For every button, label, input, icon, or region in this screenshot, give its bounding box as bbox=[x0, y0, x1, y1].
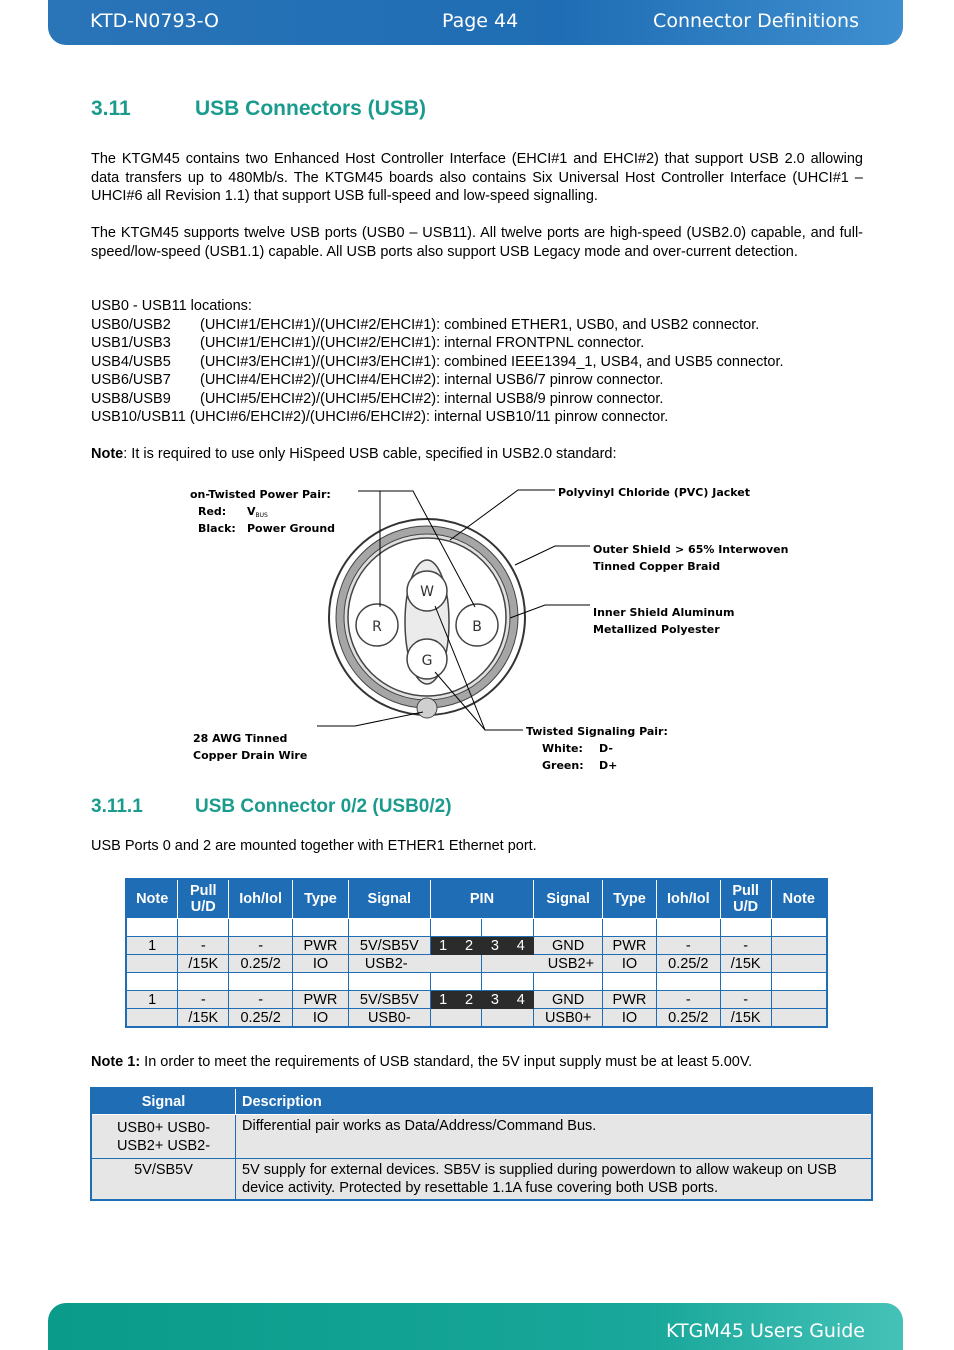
subsection-paragraph: USB Ports 0 and 2 are mounted together with ETHER1 Ethernet port. bbox=[91, 838, 537, 854]
intro-paragraph: The KTGM45 contains two Enhanced Host Controller Interface (EHCI#1 and EHCI#2) that support USB 2.0 allowing data transfers up to 480Mb/s. The KTGM45 boards also contains Six Universal Host Controller Interface (UHCI#1 – UHCI#6 all Revision 1.1) that support USB full-speed and low-speed signalling. bbox=[91, 151, 863, 204]
cell-type: PWR bbox=[293, 937, 349, 955]
cell-ioh: - bbox=[656, 937, 720, 955]
table-row-spacer bbox=[126, 919, 827, 937]
cell-signal: GND bbox=[534, 937, 603, 955]
cell-type: IO bbox=[603, 1009, 657, 1028]
cell-pull: /15K bbox=[720, 1009, 771, 1028]
cable-note bbox=[91, 445, 617, 464]
note1-text: In order to meet the requirements of USB standard, the 5V input supply must be at least 5.00V. bbox=[140, 1054, 753, 1070]
cell-type: PWR bbox=[603, 991, 657, 1009]
location-desc: (UHCI#1/EHCI#1)/(UHCI#2/EHCI#1): combined ETHER1, USB0, and USB2 connector. bbox=[200, 317, 760, 333]
subsection-heading bbox=[91, 796, 452, 818]
location-line bbox=[91, 334, 644, 353]
drain-label-2: Copper Drain Wire bbox=[193, 749, 308, 762]
table-row bbox=[126, 955, 827, 973]
cell-type: IO bbox=[603, 955, 657, 973]
green-value: D+ bbox=[599, 759, 618, 772]
table-row bbox=[126, 937, 827, 955]
note-text: : It is required to use only HiSpeed USB cable, specified in USB2.0 standard: bbox=[123, 446, 617, 462]
black-label: Black: bbox=[198, 522, 236, 535]
location-ports: USB1/USB3 bbox=[91, 335, 171, 351]
cell-type: IO bbox=[293, 1009, 349, 1028]
cell-pull: - bbox=[178, 937, 229, 955]
usb-cable-cross-section-diagram bbox=[185, 480, 795, 775]
wire-label-w: W bbox=[420, 584, 434, 600]
cell-note bbox=[771, 991, 827, 1009]
col-ioh: Ioh/Iol bbox=[656, 879, 720, 919]
pin-2: 2 bbox=[456, 991, 482, 1009]
col-pull: Pull U/D bbox=[720, 879, 771, 919]
location-ports: USB8/USB9 bbox=[91, 391, 171, 407]
black-value: Power Ground bbox=[247, 522, 336, 535]
white-value: D- bbox=[599, 742, 613, 755]
col-type: Type bbox=[603, 879, 657, 919]
cell-ioh: - bbox=[229, 937, 293, 955]
pin-table bbox=[125, 878, 828, 1028]
cell-signal: USB2+ bbox=[482, 955, 603, 973]
cell-pull: /15K bbox=[178, 1009, 229, 1028]
leader-outer-shield bbox=[515, 546, 590, 565]
note-label: Note bbox=[91, 446, 124, 462]
cell-ioh: 0.25/2 bbox=[656, 955, 720, 973]
location-ports: USB6/USB7 bbox=[91, 372, 171, 388]
cell-pull: /15K bbox=[178, 955, 229, 973]
cell-pull: - bbox=[178, 991, 229, 1009]
table-row-spacer bbox=[126, 973, 827, 991]
green-label: Green: bbox=[542, 759, 584, 772]
section-title: USB Connectors (USB) bbox=[195, 97, 427, 120]
desc-table-header bbox=[91, 1088, 872, 1115]
location-line bbox=[91, 353, 784, 372]
location-ports: USB10/USB11 bbox=[91, 409, 186, 425]
subsection-number: 3.11.1 bbox=[91, 796, 143, 817]
note1-label: Note 1: bbox=[91, 1054, 141, 1070]
location-desc: (UHCI#6/EHCI#2)/(UHCI#6/EHCI#2): internal USB10/11 pinrow connector. bbox=[189, 409, 669, 425]
table-row bbox=[126, 991, 827, 1009]
wire-label-b: B bbox=[472, 619, 482, 635]
cable-cross-section bbox=[329, 519, 525, 718]
cell-pull: /15K bbox=[720, 955, 771, 973]
cell-note bbox=[771, 937, 827, 955]
col-ioh: Ioh/Iol bbox=[229, 879, 293, 919]
cell-note: 1 bbox=[126, 937, 178, 955]
table-row bbox=[91, 1159, 872, 1201]
cell-note bbox=[771, 955, 827, 973]
table-row bbox=[91, 1115, 872, 1159]
location-desc: (UHCI#3/EHCI#1)/(UHCI#3/EHCI#1): combined IEEE1394_1, USB4, and USB5 connector. bbox=[200, 354, 784, 370]
section-name: Connector Definitions bbox=[653, 10, 859, 32]
inner-shield-label: Inner Shield Aluminum bbox=[593, 606, 735, 619]
cell-pull: - bbox=[720, 991, 771, 1009]
col-pull: Pull U/D bbox=[178, 879, 229, 919]
doc-id: KTD-N0793-O bbox=[90, 10, 219, 32]
white-label: White: bbox=[542, 742, 583, 755]
power-pair-title: on-Twisted Power Pair: bbox=[190, 488, 331, 501]
section-number: 3.11 bbox=[91, 97, 131, 120]
pin-1: 1 bbox=[430, 937, 456, 955]
supply-note bbox=[91, 1053, 752, 1072]
location-line bbox=[91, 390, 663, 409]
pin-table-header bbox=[126, 879, 827, 919]
cell-signal: GND bbox=[534, 991, 603, 1009]
pin-1: 1 bbox=[430, 991, 456, 1009]
cell-signal: 5V/SB5V bbox=[348, 991, 430, 1009]
col-note: Note bbox=[771, 879, 827, 919]
wire-label-g: G bbox=[421, 653, 433, 669]
page-footer bbox=[48, 1303, 903, 1350]
cell-note: 1 bbox=[126, 991, 178, 1009]
drain-wire bbox=[417, 698, 437, 718]
col-pin: PIN bbox=[430, 879, 534, 919]
page-header bbox=[48, 0, 903, 45]
pin-4: 4 bbox=[508, 991, 534, 1009]
location-line bbox=[91, 371, 663, 390]
outer-shield-label: Outer Shield > 65% Interwoven bbox=[593, 543, 789, 556]
signal-pair-title: Twisted Signaling Pair: bbox=[526, 725, 668, 738]
wire-label-r: R bbox=[372, 619, 382, 635]
col-signal: Signal bbox=[91, 1088, 236, 1115]
location-desc: (UHCI#5/EHCI#2)/(UHCI#5/EHCI#2): internal USB8/9 pinrow connector. bbox=[200, 391, 664, 407]
col-description: Description bbox=[236, 1088, 873, 1115]
inner-shield-label-2: Metallized Polyester bbox=[593, 623, 720, 636]
col-signal: Signal bbox=[348, 879, 430, 919]
leader-drain bbox=[317, 712, 423, 726]
cell-pull: - bbox=[720, 937, 771, 955]
cell-type: PWR bbox=[603, 937, 657, 955]
location-ports: USB0/USB2 bbox=[91, 317, 171, 333]
col-type: Type bbox=[293, 879, 349, 919]
cell-note bbox=[126, 1009, 178, 1028]
pin-2: 2 bbox=[456, 937, 482, 955]
col-signal: Signal bbox=[534, 879, 603, 919]
cell-note bbox=[771, 1009, 827, 1028]
location-desc: (UHCI#1/EHCI#1)/(UHCI#2/EHCI#1): internal FRONTPNL connector. bbox=[200, 335, 645, 351]
pin-4: 4 bbox=[508, 937, 534, 955]
cell-signal: USB2- bbox=[348, 955, 482, 973]
location-ports: USB4/USB5 bbox=[91, 354, 171, 370]
jacket-label: Polyvinyl Chloride (PVC) Jacket bbox=[558, 486, 751, 499]
cell-ioh: - bbox=[656, 991, 720, 1009]
cell-ioh: 0.25/2 bbox=[229, 1009, 293, 1028]
col-note: Note bbox=[126, 879, 178, 919]
section-heading bbox=[91, 97, 426, 121]
cell-signal: 5V/SB5V bbox=[348, 937, 430, 955]
subsection-title: USB Connector 0/2 (USB0/2) bbox=[195, 796, 452, 817]
ports-paragraph: The KTGM45 supports twelve USB ports (USB0 – USB11). All twelve ports are high-speed (USB2.0) capable, and full-speed/low-speed (USB1.1) capable. All USB ports also support USB Legacy mode and over-current detection. bbox=[91, 225, 863, 260]
pin-3: 3 bbox=[482, 991, 508, 1009]
cell-signal: USB0- bbox=[348, 1009, 430, 1028]
cell-signal: 5V/SB5V bbox=[91, 1159, 236, 1201]
cell-description: Differential pair works as Data/Address/Command Bus. bbox=[236, 1115, 873, 1159]
outer-shield-label-2: Tinned Copper Braid bbox=[593, 560, 721, 573]
cell-signal: USB0+ bbox=[534, 1009, 603, 1028]
cell-signal: USB0+ USB0- USB2+ USB2- bbox=[91, 1115, 236, 1159]
pin-3: 3 bbox=[482, 937, 508, 955]
location-line bbox=[91, 316, 759, 335]
cell-type: PWR bbox=[293, 991, 349, 1009]
cell-ioh: - bbox=[229, 991, 293, 1009]
page-number: Page 44 bbox=[442, 10, 519, 32]
footer-title: KTGM45 Users Guide bbox=[666, 1320, 865, 1342]
cell-description: 5V supply for external devices. SB5V is supplied during powerdown to allow wakeup on USB device activity. Protected by resettable 1.1A fuse covering both USB ports. bbox=[236, 1159, 873, 1201]
cell-ioh: 0.25/2 bbox=[229, 955, 293, 973]
cell-ioh: 0.25/2 bbox=[656, 1009, 720, 1028]
location-line bbox=[91, 408, 668, 427]
locations-title: USB0 - USB11 locations: bbox=[91, 298, 252, 314]
red-label: Red: bbox=[198, 505, 227, 518]
signal-description-table bbox=[90, 1087, 873, 1201]
cell-type: IO bbox=[293, 955, 349, 973]
location-desc: (UHCI#4/EHCI#2)/(UHCI#4/EHCI#2): internal USB6/7 pinrow connector. bbox=[200, 372, 664, 388]
cell-note bbox=[126, 955, 178, 973]
drain-label: 28 AWG Tinned bbox=[193, 732, 288, 745]
red-value: VBUS bbox=[247, 505, 268, 519]
table-row bbox=[126, 1009, 827, 1028]
